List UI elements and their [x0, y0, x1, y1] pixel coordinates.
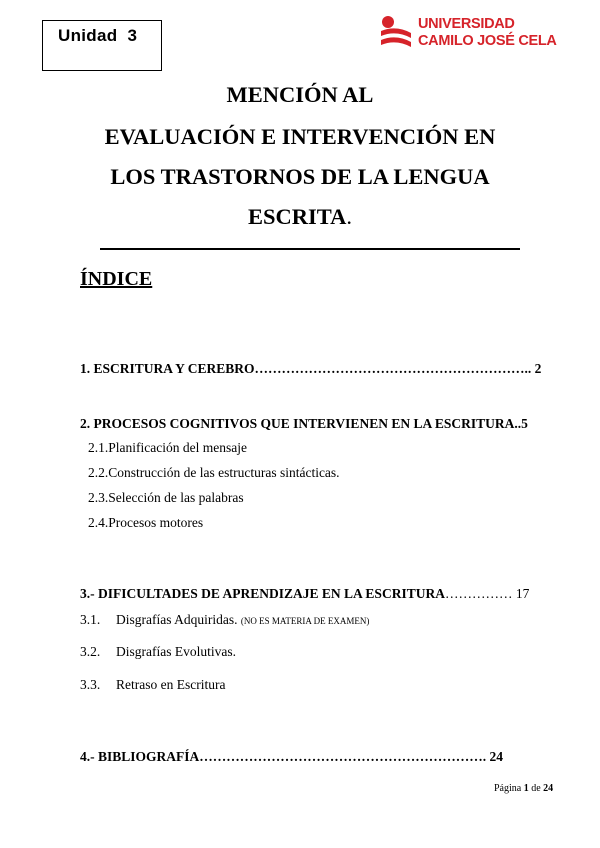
- page-number: [494, 783, 553, 794]
- unit-box-border: [42, 70, 162, 71]
- toc-item-3-2-text: Disgrafías Evolutivas.: [116, 644, 236, 659]
- toc-item-3-3-text: Retraso en Escritura: [116, 677, 226, 692]
- title-line-2: EVALUACIÓN E INTERVENCIÓN EN: [104, 124, 496, 149]
- toc-item-3-1-text: Disgrafías Adquiridas.: [116, 612, 238, 627]
- page-word: Página: [494, 783, 524, 794]
- toc-item-3-2-number: 3.2.: [80, 644, 101, 659]
- toc-item-3-3[interactable]: [80, 677, 225, 693]
- logo-text: [418, 16, 557, 50]
- toc-item-3-2[interactable]: [80, 644, 236, 660]
- title-line-4: [0, 204, 600, 230]
- toc-section-3-leader: ……………: [444, 586, 513, 601]
- toc-section-1[interactable]: 1. ESCRITURA Y CEREBRO…………………………………………………….. 2: [80, 361, 542, 376]
- logo-line-1: UNIVERSIDAD: [418, 16, 515, 32]
- title-line-4-text: ESCRITA: [248, 204, 347, 229]
- index-heading: ÍNDICE: [80, 268, 153, 290]
- toc-section-3[interactable]: [80, 586, 529, 602]
- title-line-1: MENCIÓN AL: [226, 82, 374, 107]
- toc-item-2-3[interactable]: 2.3.Selección de las palabras: [88, 490, 244, 505]
- toc-section-3-title: 3.- DIFICULTADES DE APRENDIZAJE EN LA ESCRITURA: [80, 586, 445, 601]
- toc-item-2-1[interactable]: 2.1.Planificación del mensaje: [88, 440, 247, 455]
- unit-label: Unidad 3: [58, 26, 138, 45]
- ucjc-logo-icon: [378, 15, 414, 51]
- logo-line-2: CAMILO JOSÉ CELA: [418, 33, 557, 49]
- title-line-4-period: .: [346, 204, 352, 229]
- toc-section-4[interactable]: 4.- BIBLIOGRAFÍA………………………………………………………. 24: [80, 749, 504, 764]
- toc-item-3-1-number: 3.1.: [80, 612, 101, 627]
- toc-item-3-1[interactable]: [80, 612, 369, 628]
- page-current: 1: [523, 783, 529, 794]
- title-divider: [100, 248, 520, 250]
- toc-item-3-3-number: 3.3.: [80, 677, 101, 692]
- toc-item-2-4[interactable]: 2.4.Procesos motores: [88, 515, 204, 530]
- page-of: de: [528, 783, 544, 794]
- toc-section-3-page: 17: [512, 586, 530, 601]
- toc-section-2[interactable]: 2. PROCESOS COGNITIVOS QUE INTERVIENEN EN LA ESCRITURA..5: [80, 416, 528, 431]
- title-line-3: LOS TRASTORNOS DE LA LENGUA: [110, 164, 490, 189]
- toc-item-3-1-note: (NO ES MATERIA DE EXAMEN): [240, 616, 370, 626]
- page-total: 24: [543, 783, 554, 794]
- university-logo: [378, 12, 557, 54]
- toc-item-2-2[interactable]: 2.2.Construcción de las estructuras sintácticas.: [88, 465, 340, 480]
